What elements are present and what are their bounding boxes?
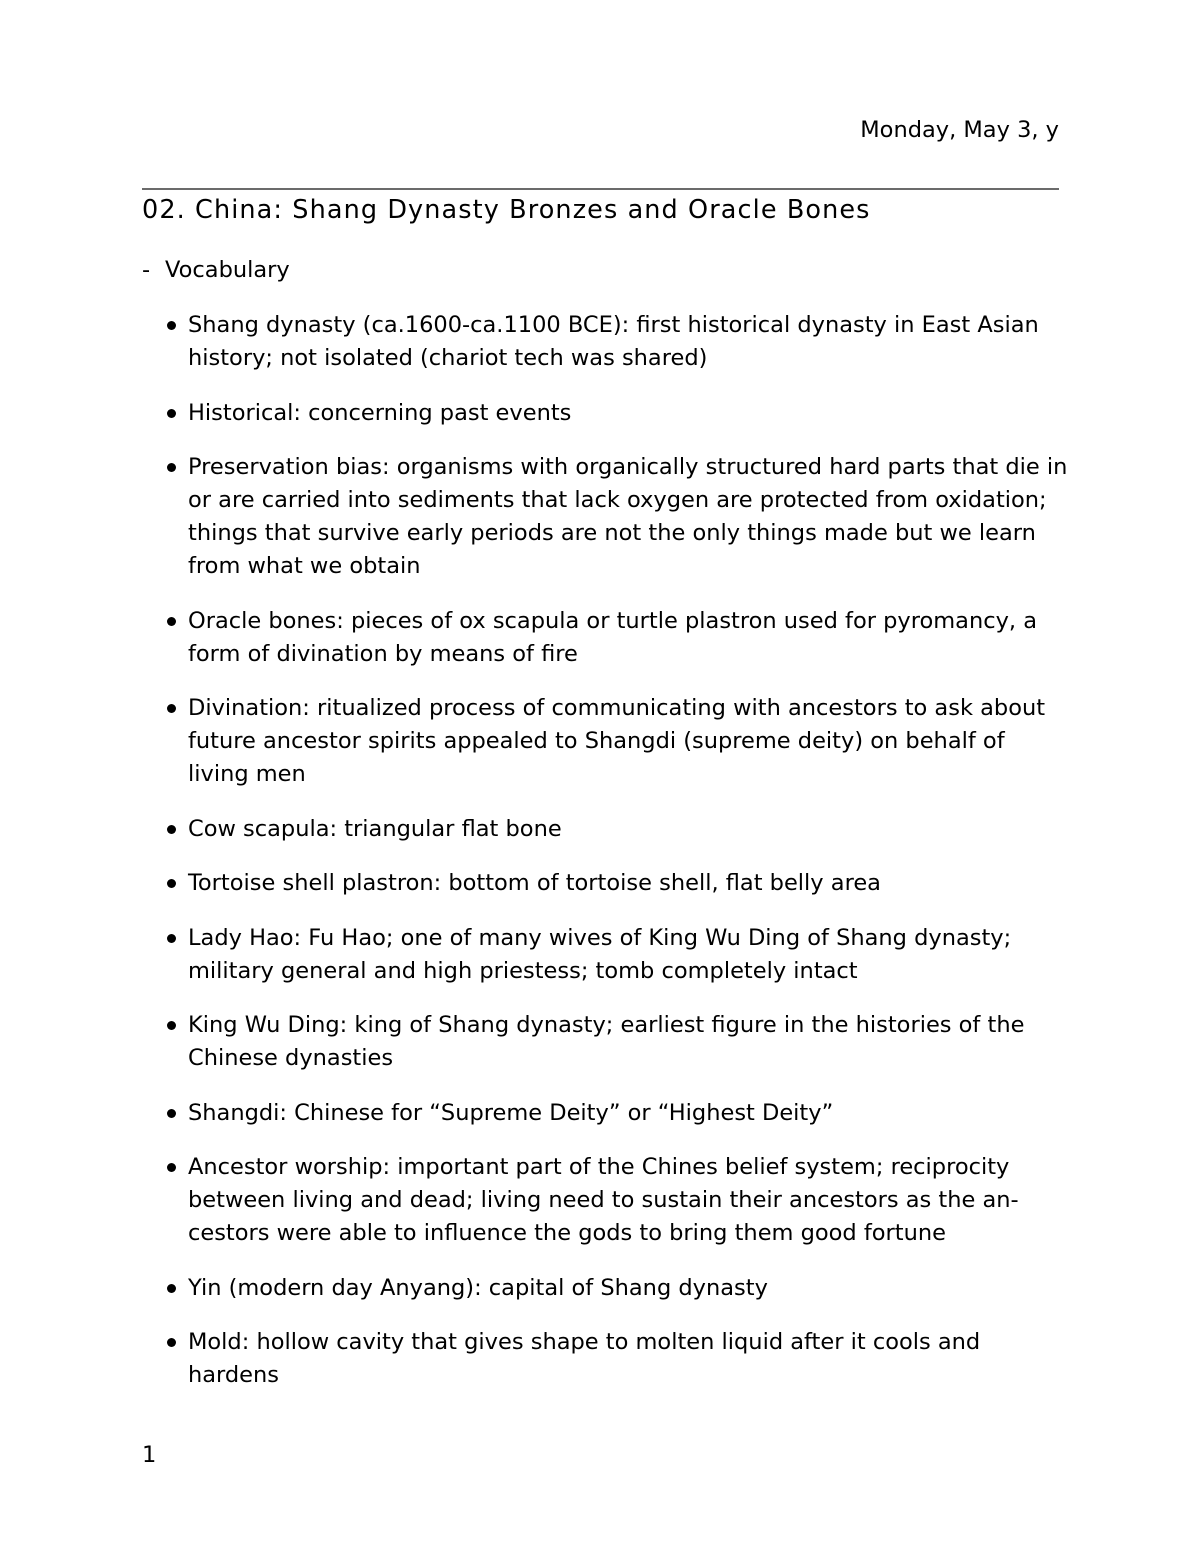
header-divider xyxy=(142,188,1059,190)
vocabulary-item xyxy=(163,1097,1068,1130)
vocabulary-item xyxy=(163,309,1068,375)
section-dash: - xyxy=(142,257,151,283)
bullet-icon xyxy=(167,1163,176,1172)
bullet-icon xyxy=(167,879,176,888)
vocabulary-text: Lady Hao: Fu Hao; one of many wives of King Wu Ding of Shang dynasty; military general and high priestess; tomb completely intact xyxy=(188,924,1012,984)
bullet-icon xyxy=(167,409,176,418)
vocabulary-item xyxy=(163,692,1068,791)
vocabulary-list xyxy=(163,309,1068,1414)
bullet-icon xyxy=(167,1109,176,1118)
bullet-icon xyxy=(167,1284,176,1293)
vocabulary-text: Yin (modern day Anyang): capital of Shang dynasty xyxy=(188,1274,768,1301)
bullet-icon xyxy=(167,704,176,713)
page-number: 1 xyxy=(142,1442,157,1468)
vocabulary-text: King Wu Ding: king of Shang dynasty; earliest figure in the histories of the Chinese dynasties xyxy=(188,1012,1025,1071)
bullet-icon xyxy=(167,934,176,943)
section-label: Vocabulary xyxy=(165,257,290,283)
bullet-icon xyxy=(167,825,176,834)
vocabulary-text: Preservation bias: organisms with organically structured hard parts that die in or are carried into sediments that lack oxygen are protected from oxidation; things that survive early periods are not the only things made but we learn from what we obtain xyxy=(188,454,1068,579)
vocabulary-text: Historical: concerning past events xyxy=(188,399,572,426)
vocabulary-text: Shang dynasty (ca.1600-ca.1100 BCE): first historical dynasty in East Asian history; not isolated (chariot tech was shared) xyxy=(188,312,1039,371)
bullet-icon xyxy=(167,1021,176,1030)
vocabulary-item xyxy=(163,922,1068,988)
header-date: Monday, May 3, y xyxy=(860,117,1059,143)
vocabulary-item xyxy=(163,451,1068,583)
bullet-icon xyxy=(167,1338,176,1347)
vocabulary-text: Oracle bones: pieces of ox scapula or turtle plastron used for pyromancy, a form of divination by means of fire xyxy=(188,607,1038,667)
vocabulary-text: Mold: hollow cavity that gives shape to molten liquid after it cools and hardens xyxy=(188,1329,981,1388)
vocabulary-item xyxy=(163,813,1068,846)
vocabulary-text: Ancestor worship: important part of the Chines belief system; reciprocity between living and dead; living need to sustain their ancestors as the ancestors were able to influence the gods to bring them good fortune xyxy=(188,1154,1019,1246)
vocabulary-item xyxy=(163,1272,1068,1305)
vocabulary-item xyxy=(163,1151,1068,1250)
vocabulary-text: Shangdi: Chinese for “Supreme Deity” or “Highest Deity” xyxy=(188,1099,834,1126)
vocabulary-text: Tortoise shell plastron: bottom of tortoise shell, flat belly area xyxy=(188,870,881,896)
bullet-icon xyxy=(167,463,176,472)
vocabulary-text: Divination: ritualized process of communicating with ancestors to ask about future ancestor spirits appealed to Shangdi (supreme deity) on behalf of living men xyxy=(188,695,1046,787)
vocabulary-item xyxy=(163,867,1068,900)
vocabulary-item xyxy=(163,397,1068,430)
vocabulary-item xyxy=(163,1326,1068,1392)
section-heading xyxy=(142,254,290,286)
vocabulary-text: Cow scapula: triangular flat bone xyxy=(188,815,562,842)
bullet-icon xyxy=(167,617,176,626)
page-title: 02. China: Shang Dynasty Bronzes and Oracle Bones xyxy=(142,195,871,225)
bullet-icon xyxy=(167,321,176,330)
vocabulary-item xyxy=(163,605,1068,671)
vocabulary-item xyxy=(163,1009,1068,1075)
